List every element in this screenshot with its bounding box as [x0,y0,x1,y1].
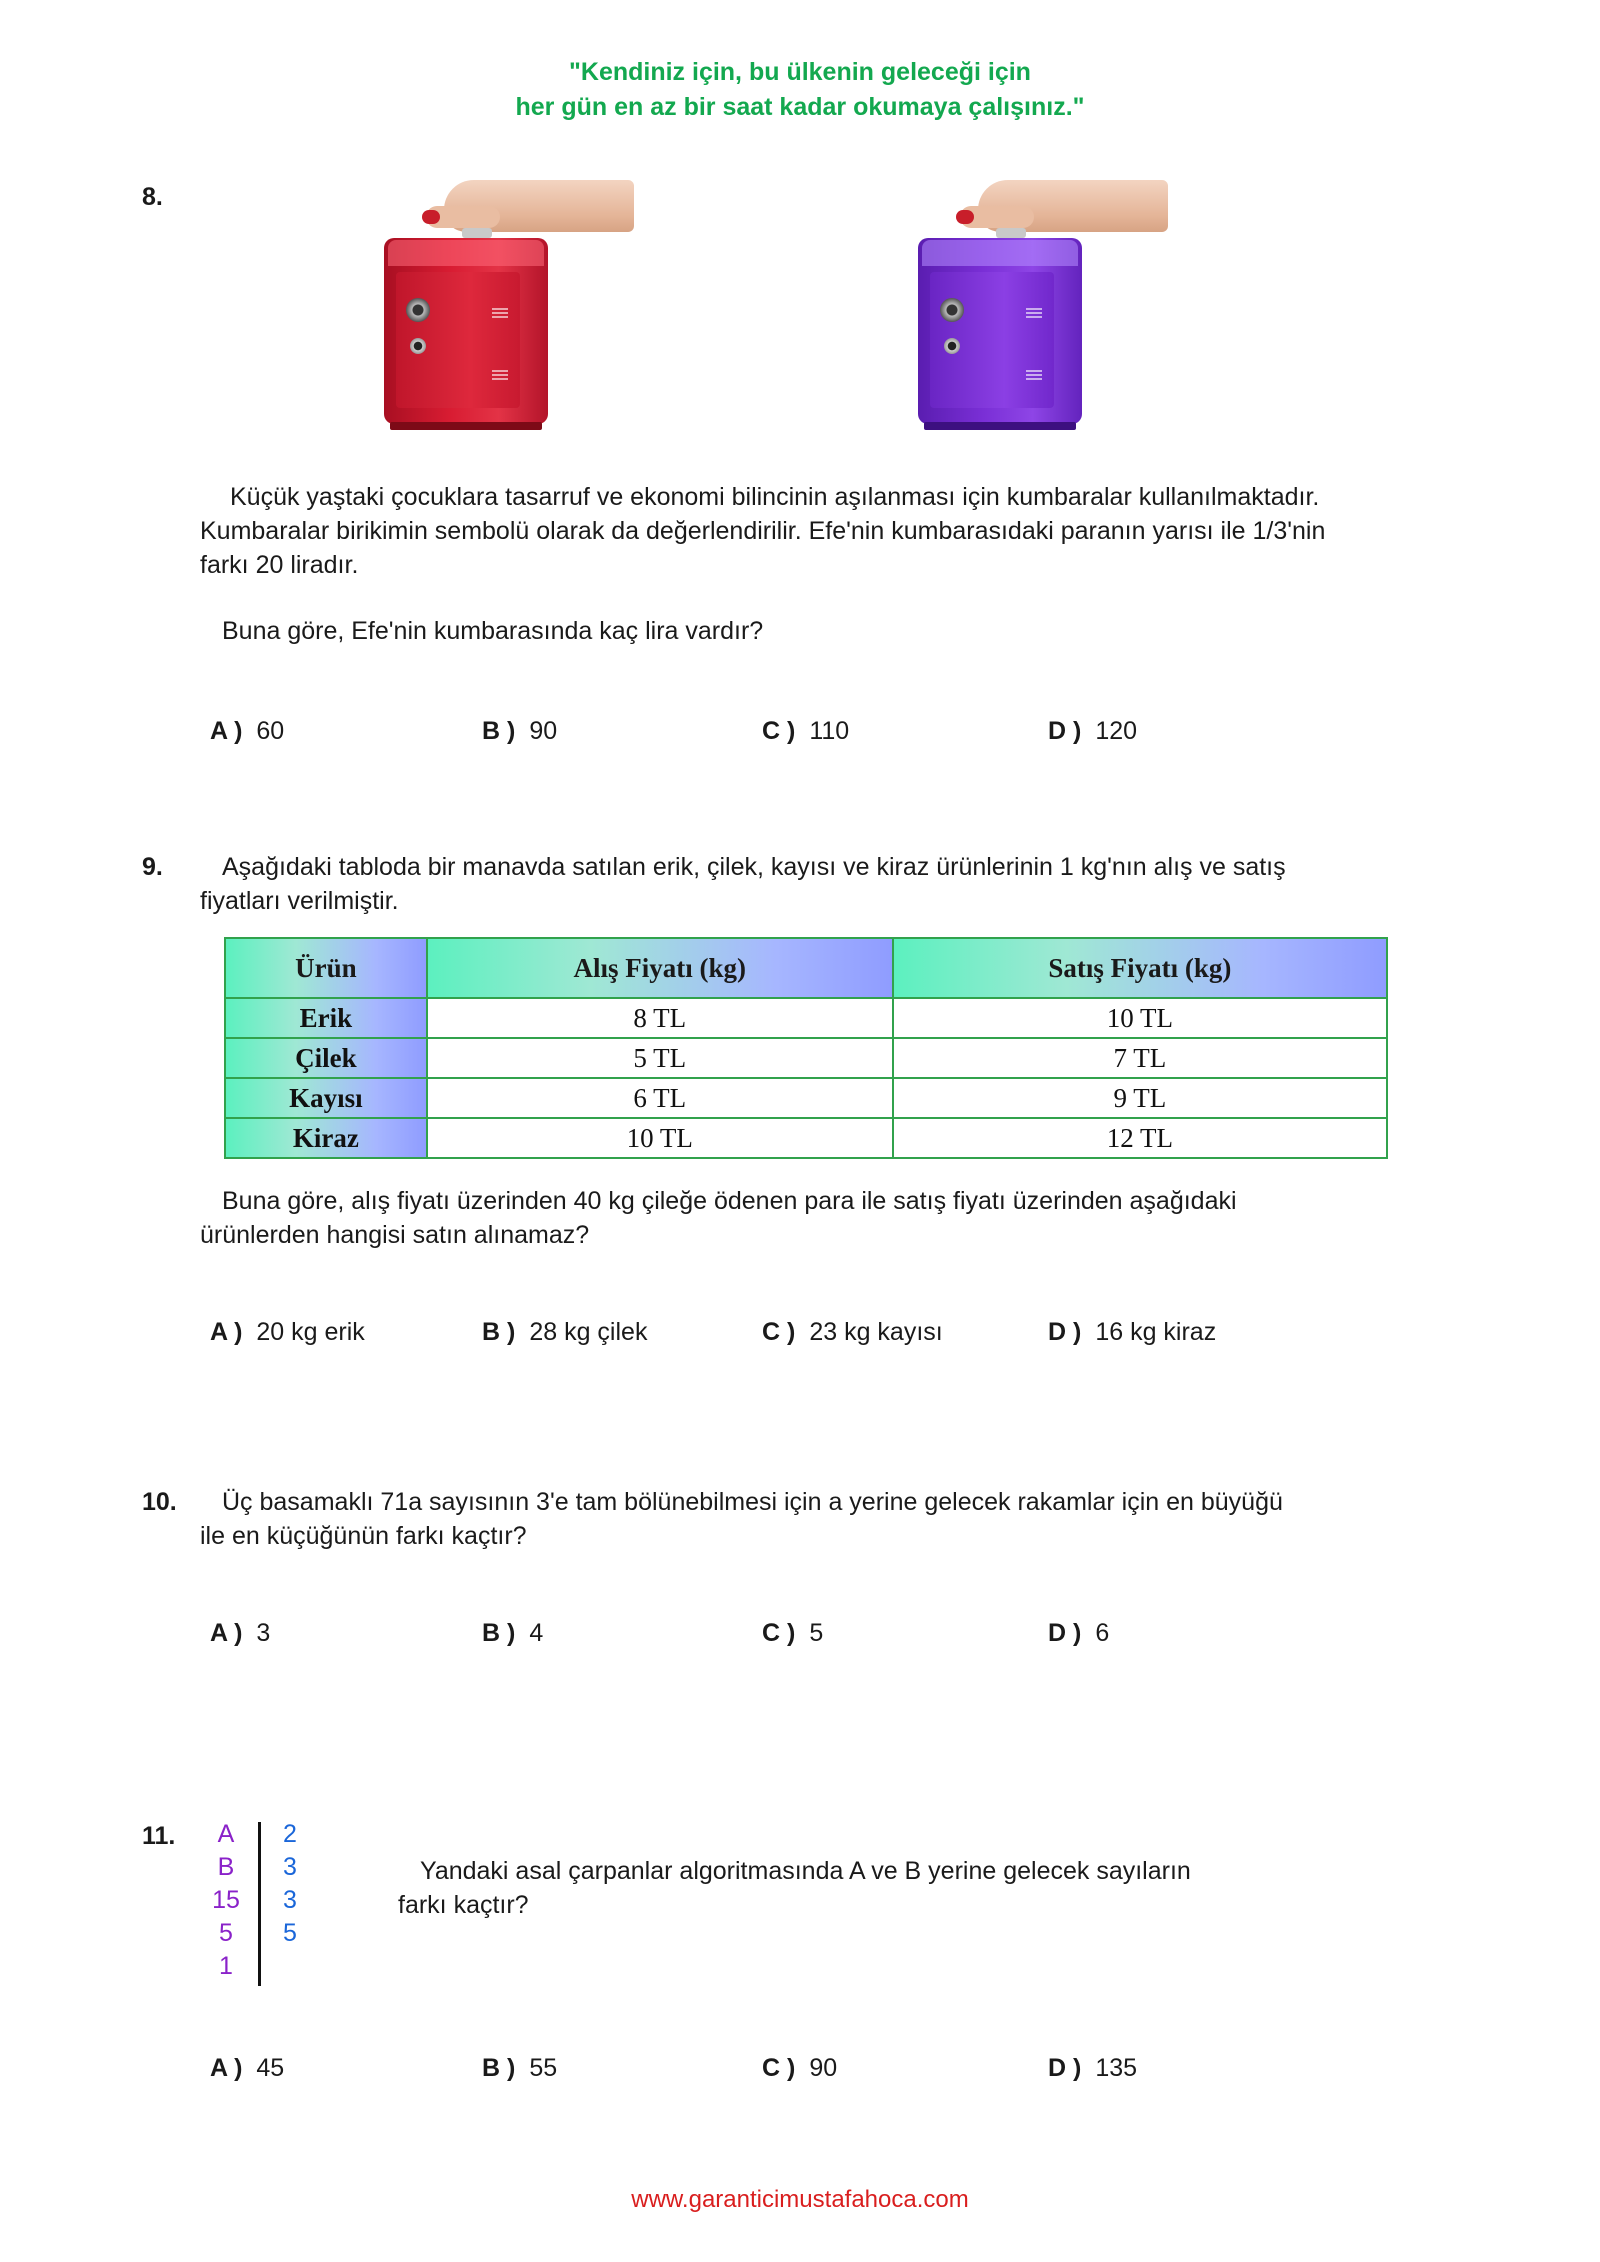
question-11-number: 11. [142,1822,176,1850]
option-letter: C ) [762,1318,796,1346]
q10-option-d[interactable] [1048,1619,1109,1648]
algorithm-divider [258,1822,261,1986]
algorithm-value: A [217,1820,235,1848]
table-row [225,998,1387,1038]
dial-icon [406,298,430,322]
option-letter: B ) [482,1318,516,1346]
motto-line-1: "Kendiniz için, bu ülkenin geleceği için [569,58,1031,86]
option-letter: C ) [762,1619,796,1647]
option-letter: C ) [762,717,796,745]
coin-icon [462,228,492,238]
option-value: 120 [1095,717,1138,745]
option-value: 90 [529,717,558,745]
q8-option-b[interactable] [482,717,557,746]
price-table [224,937,1388,1159]
algorithm-factor: 2 [283,1820,297,1848]
option-value: 6 [1095,1619,1110,1647]
question-8-paragraph [200,480,1460,582]
option-letter: B ) [482,717,516,745]
question-8-number: 8. [142,183,163,211]
q8-paragraph-line-2: Kumbaralar birikimin sembolü olarak da değerlendirilir. Efe'nin kumbarasıdaki paranın yarısı ile 1/3'nin [200,517,1326,545]
question-10-number: 10. [142,1488,177,1516]
q9-option-d[interactable] [1048,1318,1216,1347]
product-name-cell: Kayısı [225,1078,427,1118]
option-value: 3 [256,1619,271,1647]
q10-line-1: Üç basamaklı 71a sayısının 3'e tam bölünebilmesi için a yerine gelecek rakamlar için en büyüğü [222,1488,1283,1516]
table-header-cell: Ürün [225,938,427,998]
option-value: 60 [256,717,285,745]
option-letter: D ) [1048,1318,1082,1346]
q9-intro-line-2: fiyatları verilmiştir. [200,887,399,915]
question-10-prompt [200,1485,1460,1553]
option-letter: D ) [1048,717,1082,745]
q8-option-c[interactable] [762,717,849,746]
option-letter: B ) [482,2054,516,2082]
q10-line-2: ile en küçüğünün farkı kaçtır? [200,1522,527,1550]
option-value: 16 kg kiraz [1095,1318,1217,1346]
q11-line-2: farkı kaçtır? [398,1891,529,1919]
q11-option-c[interactable] [762,2054,837,2083]
buy-price-cell: 8 TL [427,998,893,1038]
option-letter: A ) [210,2054,243,2082]
q8-option-d[interactable] [1048,717,1137,746]
table-header-cell: Satış Fiyatı (kg) [893,938,1387,998]
option-letter: A ) [210,717,243,745]
product-name-cell: Çilek [225,1038,427,1078]
footer-website-link[interactable]: www.garanticimustafahoca.com [631,2186,969,2213]
algorithm-value: 5 [219,1919,233,1947]
algorithm-value: 1 [219,1952,233,1980]
algorithm-value: 15 [212,1886,240,1914]
product-name-cell: Erik [225,998,427,1038]
algorithm-right-column [270,1818,310,1950]
coin-icon [996,228,1026,238]
q11-line-1: Yandaki asal çarpanlar algoritmasında A ve B yerine gelecek sayıların [420,1857,1191,1885]
table-row [225,1038,1387,1078]
purple-money-box-image [918,180,1178,450]
option-letter: D ) [1048,1619,1082,1647]
red-money-box-image [384,180,644,450]
algorithm-value: B [217,1853,235,1881]
buy-price-cell: 5 TL [427,1038,893,1078]
product-name-cell: Kiraz [225,1118,427,1158]
motto-line-2: her gün en az bir saat kadar okumaya çalışınız." [515,93,1085,121]
q10-option-a[interactable] [210,1619,270,1648]
algorithm-factor: 5 [283,1919,297,1947]
q11-option-b[interactable] [482,2054,557,2083]
option-value: 28 kg çilek [529,1318,648,1346]
keyhole-icon [410,338,426,354]
q10-option-c[interactable] [762,1619,823,1648]
table-row [225,1078,1387,1118]
algorithm-factor: 3 [283,1853,297,1881]
option-letter: A ) [210,1619,243,1647]
q9-option-b[interactable] [482,1318,647,1347]
algorithm-factor: 3 [283,1886,297,1914]
dial-icon [940,298,964,322]
sell-price-cell: 9 TL [893,1078,1387,1118]
option-letter: C ) [762,2054,796,2082]
question-11-prompt [398,1854,1398,1922]
option-value: 20 kg erik [256,1318,365,1346]
q11-option-a[interactable] [210,2054,284,2083]
option-value: 23 kg kayısı [809,1318,943,1346]
sell-price-cell: 12 TL [893,1118,1387,1158]
question-9-prompt [200,1184,1460,1252]
option-value: 5 [809,1619,824,1647]
q8-option-a[interactable] [210,717,284,746]
table-header-cell: Alış Fiyatı (kg) [427,938,893,998]
option-letter: B ) [482,1619,516,1647]
algorithm-left-column [200,1818,252,1983]
q9-option-a[interactable] [210,1318,365,1347]
option-letter: D ) [1048,2054,1082,2082]
question-8-prompt: Buna göre, Efe'nin kumbarasında kaç lira vardır? [222,617,764,645]
option-letter: A ) [210,1318,243,1346]
option-value: 110 [809,717,850,745]
option-value: 55 [529,2054,558,2082]
buy-price-cell: 6 TL [427,1078,893,1118]
option-value: 135 [1095,2054,1138,2082]
question-9-intro [200,850,1460,918]
q11-option-d[interactable] [1048,2054,1137,2083]
question-9-number: 9. [142,853,163,881]
sell-price-cell: 7 TL [893,1038,1387,1078]
keyhole-icon [944,338,960,354]
option-value: 90 [809,2054,838,2082]
sell-price-cell: 10 TL [893,998,1387,1038]
q9-question-line-2: ürünlerden hangisi satın alınamaz? [200,1221,590,1249]
q9-question-line-1: Buna göre, alış fiyatı üzerinden 40 kg çileğe ödenen para ile satış fiyatı üzerinden aşağıdaki [222,1187,1237,1215]
hand-icon [978,180,1168,232]
q8-paragraph-line-1: Küçük yaştaki çocuklara tasarruf ve ekonomi bilincinin aşılanması için kumbaralar kullanılmaktadır. [230,483,1320,511]
buy-price-cell: 10 TL [427,1118,893,1158]
q10-option-b[interactable] [482,1619,543,1648]
hand-icon [444,180,634,232]
option-value: 45 [256,2054,285,2082]
table-row [225,1118,1387,1158]
option-value: 4 [529,1619,544,1647]
table-header-row [225,938,1387,998]
q9-option-c[interactable] [762,1318,943,1347]
q9-intro-line-1: Aşağıdaki tabloda bir manavda satılan erik, çilek, kayısı ve kiraz ürünlerinin 1 kg'nın alış ve satış [222,853,1286,881]
q8-paragraph-line-3: farkı 20 liradır. [200,551,359,579]
